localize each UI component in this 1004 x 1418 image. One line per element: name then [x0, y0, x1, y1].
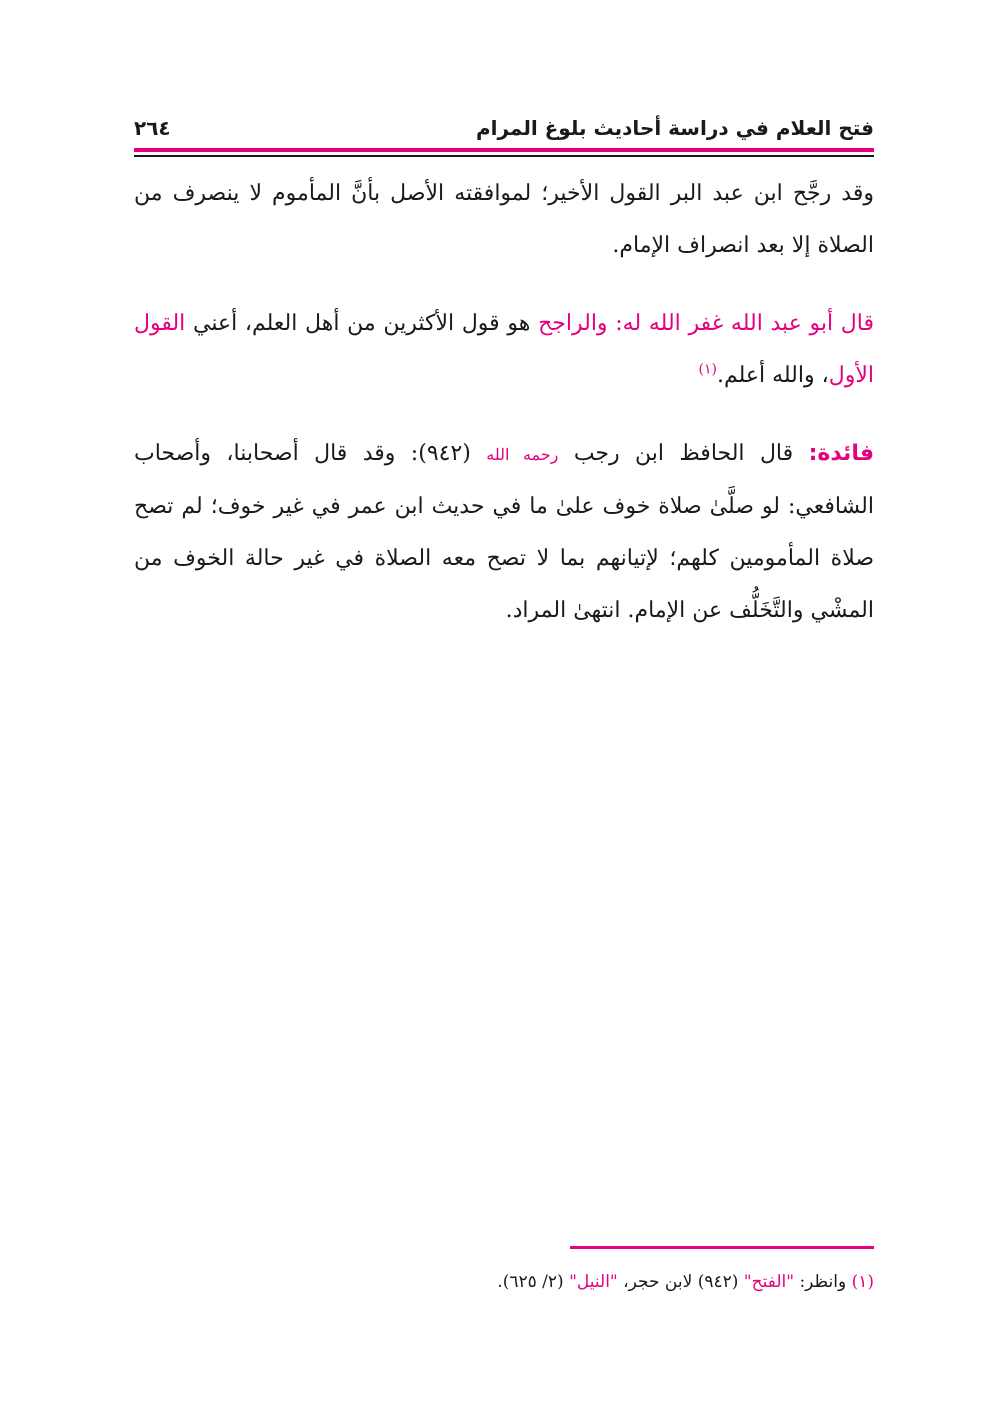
paragraph-2-middle: هو قول الأكثرين من أهل العلم، أعني	[193, 311, 531, 336]
footnote-number: (١)	[851, 1272, 874, 1292]
paragraph-1-text: وقد رجَّح ابن عبد البر القول الأخير؛ لموافقته الأصل بأنَّ المأموم لا ينصرف من الصلاة إلا بعد انصراف الإمام.	[134, 181, 874, 258]
footnote-source-2: "النيل"	[569, 1272, 618, 1292]
author-speaker: قال أبو عبد الله غفر الله له:	[615, 311, 875, 336]
header-rule-dark	[134, 155, 874, 157]
footnote-ref-2: (٢/ ٦٢٥).	[497, 1272, 564, 1292]
first-opinion: القول الأول	[134, 311, 874, 388]
footnote-see: وانظر:	[799, 1272, 847, 1292]
footnote	[134, 1268, 874, 1296]
preferred-term: والراجح	[538, 311, 608, 336]
paragraph-2-end: ، والله أعلم.	[716, 363, 829, 388]
footnote-source-1: "الفتح"	[743, 1272, 795, 1292]
paragraph-3-text: (٩٤٢): وقد قال أصحابنا، وأصحاب الشافعي: لو صلَّىٰ صلاة خوف علىٰ ما في حديث ابن عمر في غير خوف؛ لم تصح صلاة المأمومين كلهم؛ لإتيانهم بما لا تصح معه الصلاة في غير حالة الخوف من المشْي والتَّخَلُّف عن الإمام. انتهىٰ المراد.	[134, 441, 874, 623]
book-title: فتح العلام في دراسة أحاديث بلوغ المرام	[475, 116, 874, 140]
footnote-ref[interactable]: (١)	[698, 361, 717, 378]
running-header	[134, 112, 874, 148]
main-text	[134, 168, 874, 663]
header-rule-pink	[134, 148, 874, 152]
footnote-separator	[570, 1246, 874, 1249]
paragraph-3	[134, 428, 874, 637]
honorific-glyph: رحمه الله	[486, 445, 559, 464]
footnote-ref-1: (٩٤٢) لابن حجر،	[623, 1272, 739, 1292]
page-number: ٢٦٤	[134, 116, 171, 140]
paragraph-1	[134, 168, 874, 272]
paragraph-3-intro: قال الحافظ ابن رجب	[573, 441, 794, 466]
paragraph-2	[134, 298, 874, 402]
benefit-label: فائدة:	[808, 441, 874, 466]
